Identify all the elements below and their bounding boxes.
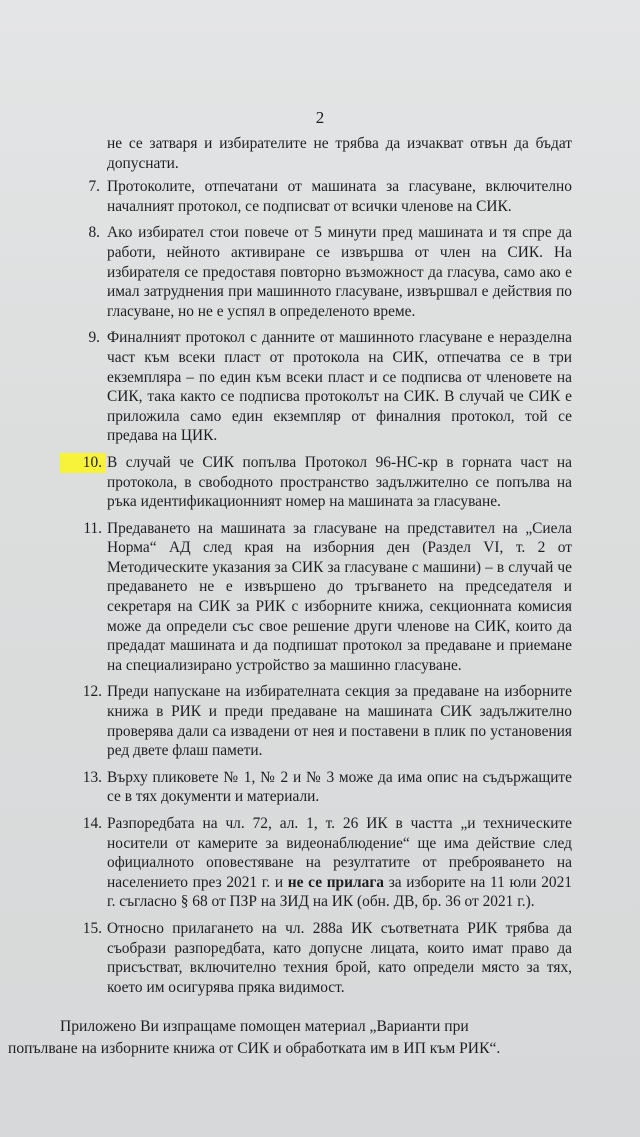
item-number: 12. (82, 683, 102, 701)
item-text-bold: не се прилага (287, 873, 385, 891)
item-text: Финалният протокол с данните от машинното гласуване е неразделна част към всеки пласт от протокола на СИК, отпечатва се в три екземпляра – по един към всеки пласт и се подписва от членовете на СИК, така както се подписва протоколът на СИК. В случай че СИК е приложила само един екземпляр от финалния протокол, той се предава на ЦИК. (107, 329, 572, 445)
closing-line-2: попълване на изборните книжа от СИК и обработката им в ИП към РИК“. (8, 1040, 501, 1057)
item-text: Относно прилагането на чл. 288а ИК съответната РИК трябва да съобрази разпоредбата, като допусне лицата, които имат право да присъстват, включително техния брой, като определи място за тях, което им осигурява пряка видимост. (107, 919, 572, 996)
list-item-13 (60, 768, 572, 807)
continuation-text: не се затваря и избирателите не трябва да изчакват отвън да бъдат допуснати. (107, 135, 572, 172)
item-number: 15. (82, 919, 102, 937)
list-continuation (60, 134, 572, 173)
list-item-11 (60, 519, 572, 676)
item-number: 9. (88, 329, 100, 347)
item-number: 13. (82, 768, 102, 786)
item-number: 8. (88, 224, 100, 242)
item-number: 11. (83, 519, 102, 537)
item-text: В случай че СИК попълва Протокол 96-НС-кр в горната част на протокола, в свободното пространство задължително се попълва на ръка идентификационният номер на машината за гласуване. (107, 453, 572, 511)
page-number: 2 (315, 108, 325, 127)
item-text: Предаването на машината за гласуване на представител на „Сиела Норма“ АД след края на изборния ден (Раздел VI, т. 2 от Методическите указания за СИК за гласуване с машини) – в случай че предаването не е извършено до тръгването на председателя и секретаря на СИК за РИК с изборните книжа, секционната комисия може да определи със свое решение други членове на СИК, които да предадат машината и да подпишат протокол за предаване и приемане на специализирано устройство за машинно гласуване. (107, 519, 572, 674)
list-item-7 (60, 177, 572, 216)
closing-paragraph (8, 1016, 560, 1060)
list-item-14 (60, 814, 572, 912)
list-item-10 (60, 453, 572, 512)
item-text: Ако избирател стои повече от 5 минути пред машината и тя спре да работи, нейното активиране се извършва от член на СИК. На избирателя се предоставя повторно възможност да гласува, само ако е имал затруднения при машинното гласуване, извършвал е действия по гласуване, но не е успял в определеното време. (107, 224, 572, 320)
item-text: Протоколите, отпечатани от машината за гласуване, включително началният протокол, се подписват от всички членове на СИК. (107, 178, 572, 215)
item-text-after: за изборите на 11 юли 2021 г. съгласно § 68 от ПЗР на ЗИД на ИК (обн. ДВ, бр. 36 от 2021 г.). (107, 873, 572, 911)
list-item-8 (60, 223, 572, 321)
item-text (107, 814, 572, 912)
list-item-15 (60, 919, 572, 997)
item-text: Преди напускане на избирателната секция за предаване на изборните книжа в РИК и преди предаване на машината СИК задължително проверява дали са извадени от нея и поставени в плик по установения ред двете флаш памети. (107, 683, 572, 760)
list-item-9 (60, 328, 572, 446)
item-number: 7. (88, 178, 100, 196)
numbered-list (60, 134, 572, 1004)
list-item-12 (60, 682, 572, 760)
item-text-before: Разпоредбата на чл. 72, ал. 1, т. 26 ИК в частта „и техническите носители от камерите за видеонаблюдение“ ще има действие след официалното оповестяване на резултатите от преброяването на населението през 2021 г. и (107, 815, 572, 891)
item-text: Върху пликовете № 1, № 2 и № 3 може да има опис на съдържащите се в тях документи и материали. (107, 768, 572, 806)
item-number: 14. (82, 815, 102, 832)
highlighted-item-number: 10. (60, 453, 106, 473)
closing-line-1: Приложено Ви изпращаме помощен материал „Варианти при (60, 1018, 469, 1035)
